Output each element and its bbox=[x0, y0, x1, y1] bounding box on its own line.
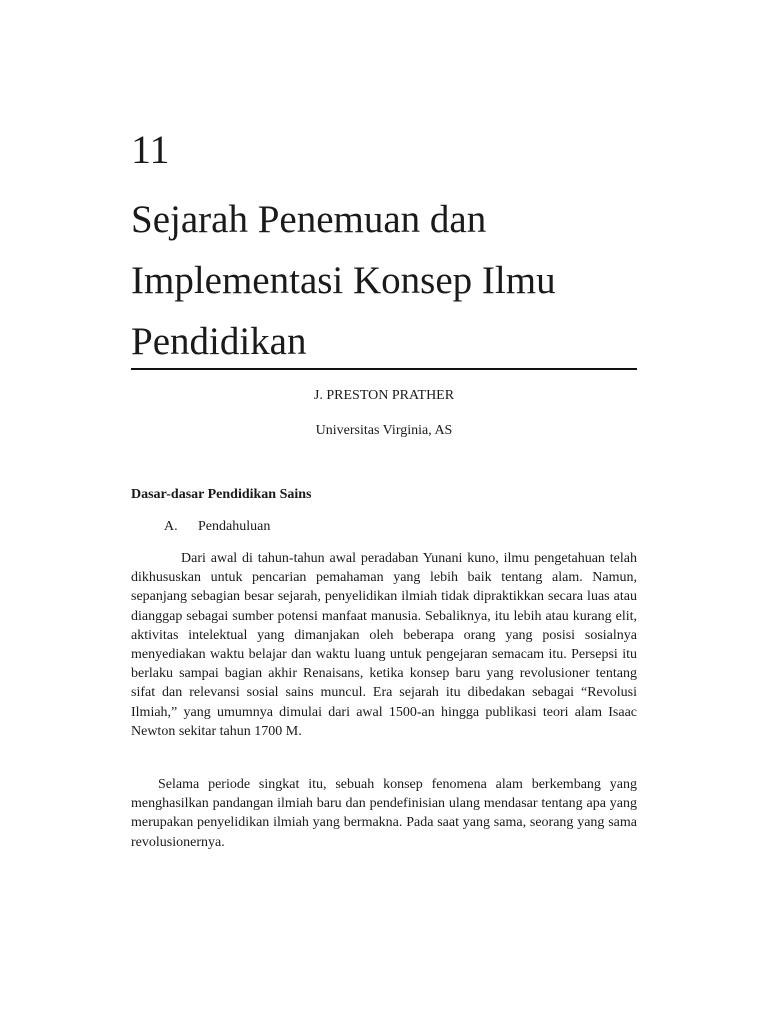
body-paragraph: Dari awal di tahun-tahun awal peradaban Yunani kuno, ilmu pengetahuan telah dikhususkan untuk pencarian pemahaman yang lebih baik tentang alam. Namun, sepanjang sebagian besar sejarah, penyelidikan ilmiah tidak dipraktikkan secara luas atau dianggap sebagai sumber potensi manfaat manusia. Sebaliknya, itu lebih atau kurang elit, aktivitas intelektual yang dimanjakan oleh beberapa orang yang posisi sosialnya menyediakan waktu belajar dan waktu luang untuk pengejaran semacam itu. Persepsi itu berlaku sampai bagian akhir Renaisans, ketika konsep baru yang revolusioner tentang sifat dan relevansi sosial sains muncul. Era sejarah itu dibedakan sebagai “Revolusi Ilmiah,” yang umumnya dimulai dari awal 1500-an hingga publikasi teori alam Isaac Newton sekitar tahun 1700 M. bbox=[131, 551, 637, 739]
subsection-letter: A. bbox=[164, 519, 178, 534]
section-heading: Dasar-dasar Pendidikan Sains bbox=[131, 487, 312, 502]
body-paragraph: Selama periode singkat itu, sebuah konsep fenomena alam berkembang yang menghasilkan pandangan ilmiah baru dan pendefinisian ulang mendasar tentang apa yang merupakan penyelidikan ilmiah yang bermakna. Pada saat yang sama, seorang yang sama revolusionernya. bbox=[131, 777, 637, 850]
chapter-title: Sejarah Penemuan dan Implementasi Konsep Ilmu Pendidikan bbox=[131, 198, 556, 363]
subsection-title: Pendahuluan bbox=[198, 519, 271, 534]
subsection-heading bbox=[164, 517, 270, 537]
title-divider bbox=[131, 368, 637, 370]
author-name: J. PRESTON PRATHER bbox=[313, 388, 455, 403]
chapter-number: 11 bbox=[131, 127, 170, 172]
author-affiliation: Universitas Virginia, AS bbox=[315, 423, 453, 438]
